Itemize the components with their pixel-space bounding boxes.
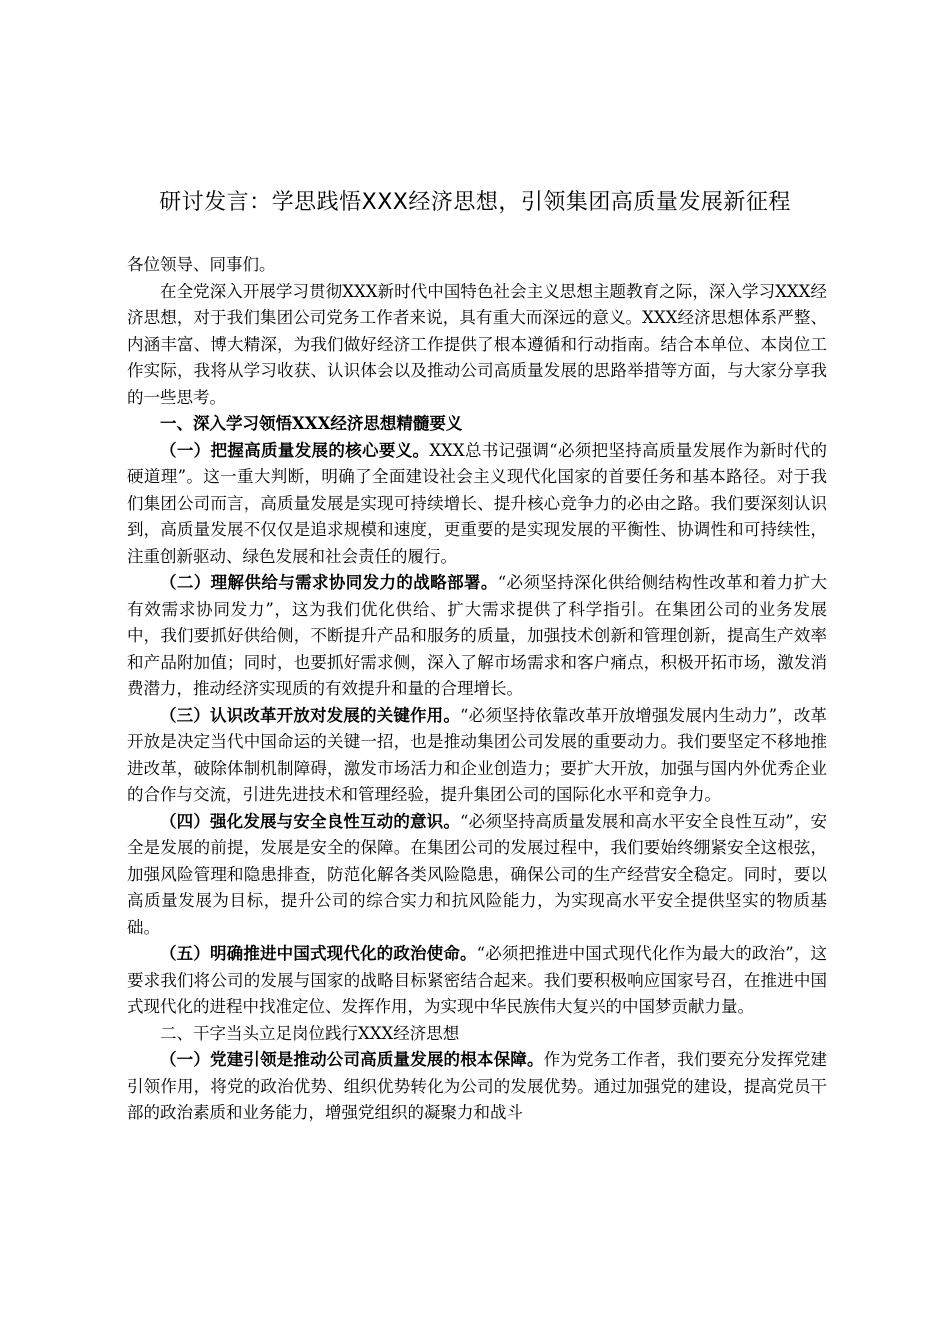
section-heading-1: 一、深入学习领悟XXX经济思想精髓要义	[160, 414, 463, 433]
salutation: 各位领导、同事们。	[127, 255, 276, 274]
paragraph-text: “必须坚持高质量发展和高水平安全良性互动”，安全是发展的前提，发展是安全的保障。在集团公司的发展过程中，我们要始终绷紧安全这根弦，加强风险管理和隐患排查，防范化解各类风险隐患，确保公司的生产经营安全稳定。同时，要以高质量发展为目标，提升公司的综合实力和抗风险能力，为实现高水平安全提供坚实的物质基础。	[127, 811, 827, 937]
intro-paragraph: 在全党深入开展学习贯彻XXX新时代中国特色社会主义思想主题教育之际，深入学习XXX经济思想，对于我们集团公司党务工作者来说，具有重大而深远的意义。XXX经济思想体系严整、内涵丰富、博大精深，为我们做好经济工作提供了根本遵循和行动指南。结合本单位、本岗位工作实际，我将从学习收获、认识体会以及推动公司高质量发展的思路举措等方面，与大家分享我的一些思考。	[127, 281, 827, 407]
paragraph-lead: （五）明确推进中国式现代化的政治使命。	[160, 944, 477, 963]
paragraph-text: XXX总书记强调“必须把坚持高质量发展作为新时代的硬道理”。这一重大判断，明确了全面建设社会主义现代化国家的首要任务和基本路径。对于我们集团公司而言，高质量发展是实现可持续增长、提升核心竞争力的必由之路。我们要深刻认识到，高质量发展不仅仅是追求规模和速度，更重要的是实现发展的平衡性、协调性和可持续性，注重创新驱动、绿色发展和社会责任的履行。	[127, 440, 827, 566]
paragraph-lead: （四）强化发展与安全良性互动的意识。	[160, 811, 460, 831]
paragraph-2-1	[127, 1047, 827, 1127]
paragraph-1-5	[127, 941, 827, 1021]
paragraph-text: “必须坚持依靠改革开放增强发展内生动力”，改革开放是决定当代中国命运的关键一招，也是推动集团公司发展的重要动力。我们要坚定不移地推进改革，破除体制机制障碍，激发市场活力和企业创造力；要扩大开放，加强与国内外优秀企业的合作与交流，引进先进技术和管理经验，提升集团公司的国际化水平和竞争力。	[127, 705, 827, 804]
paragraph-lead: （二）理解供给与需求协同发力的战略部署。	[160, 573, 498, 592]
paragraph-1-3	[127, 703, 827, 809]
paragraph-text: “必须把推进中国式现代化作为最大的政治”，这要求我们将公司的发展与国家的战略目标紧密结合起来。我们要积极响应国家号召，在推进中国式现代化的进程中找准定位、发挥作用，为实现中华民族伟大复兴的中国梦贡献力量。	[127, 944, 828, 1016]
paragraph-1-2	[127, 570, 827, 703]
document-title: 研讨发言：学思践悟XXX经济思想，引领集团高质量发展新征程	[159, 190, 791, 215]
paragraph-lead: （三）认识改革开放对发展的关键作用。	[160, 705, 460, 725]
paragraph-1-4	[127, 809, 827, 942]
paragraph-lead: （一）党建引领是推动公司高质量发展的根本保障。	[160, 1050, 544, 1069]
document-body	[127, 252, 827, 1127]
section-heading-2: 二、干字当头立足岗位践行XXX经济思想	[160, 1023, 460, 1043]
paragraph-1-1	[127, 438, 827, 571]
paragraph-lead: （一）把握高质量发展的核心要义。	[160, 440, 430, 460]
paragraph-text: 作为党务工作者，我们要充分发挥党建引领作用，将党的政治优势、组织优势转化为公司的发展优势。通过加强党的建设，提高党员干部的政治素质和业务能力，增强党组织的凝聚力和战斗	[127, 1050, 828, 1122]
paragraph-text: “必须坚持深化供给侧结构性改革和着力扩大有效需求协同发力”，这为我们优化供给、扩大需求提供了科学指引。在集团公司的业务发展中，我们要抓好供给侧，不断提升产品和服务的质量，加强技术创新和管理创新，提高生产效率和产品附加值；同时，也要抓好需求侧，深入了解市场需求和客户痛点，积极开拓市场，激发消费潜力，推动经济实现质的有效提升和量的合理增长。	[127, 573, 828, 698]
